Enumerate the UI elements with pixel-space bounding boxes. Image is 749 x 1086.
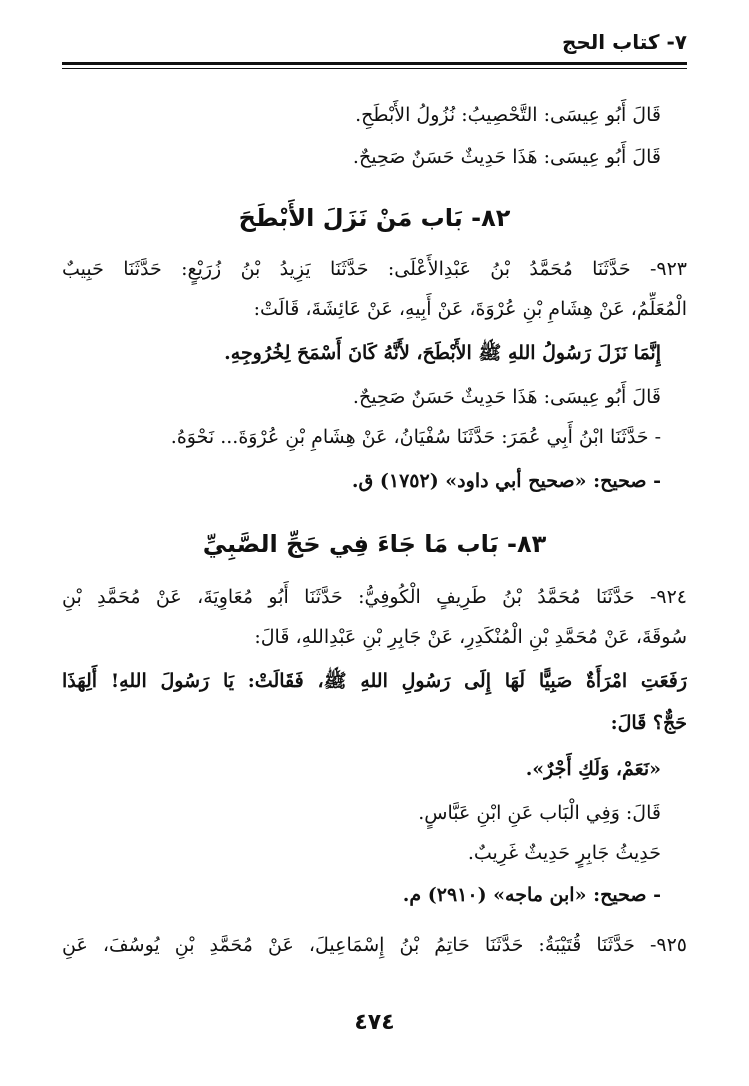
header-rule-thin <box>62 68 687 69</box>
hadith-924-grading: حَدِيثُ جَابِرٍ حَدِيثٌ غَرِيبٌ. <box>467 842 661 864</box>
hadith-923-grading: قَالَ أَبُو عِيسَى: هَذَا حَدِيثٌ حَسَنٌ صَحِيحٌ. <box>352 386 661 408</box>
running-header <box>62 22 687 64</box>
hadith-924-bab-note: قَالَ: وَفِي الْبَاب عَنِ ابْنِ عَبَّاسٍ. <box>418 802 661 824</box>
text-line-1: قَالَ أَبُو عِيسَى: التَّحْصِيبُ: نُزُولُ الأَبْطَحِ. <box>355 104 661 126</box>
hadith-924-takhrij: - صحيح: «ابن ماجه» (٢٩١٠) م. <box>402 884 661 906</box>
hadith-924-line-1: ٩٢٤- حَدَّثَنَا مُحَمَّدُ بْنُ طَرِيفٍ الْكُوفِيُّ: حَدَّثَنَا أَبُو مُعَاوِيَةَ، عَنْ مُحَمَّدِ بْنِ <box>62 586 687 608</box>
hadith-924-matn-line-2: حَجٌّ؟ قَالَ: <box>610 712 687 734</box>
header-rule-thick <box>62 62 687 65</box>
section-heading-83: ٨٣- بَاب مَا جَاءَ فِي حَجِّ الصَّبِيِّ <box>202 530 547 558</box>
hadith-923-line-1: ٩٢٣- حَدَّثَنَا مُحَمَّدُ بْنُ عَبْدِالأَعْلَى: حَدَّثَنَا يَزِيدُ بْنُ زُرَيْعٍ: حَدَّثَنَا حَبِيبٌ <box>62 258 687 280</box>
chapter-title: ٧- كتاب الحج <box>561 30 687 54</box>
hadith-923-matn: إِنَّمَا نَزَلَ رَسُولُ اللهِ ﷺ الأَبْطَحَ، لأَنَّهُ كَانَ أَسْمَحَ لِخُرُوجِهِ. <box>224 342 661 364</box>
hadith-924-answer: «نَعَمْ، وَلَكِ أَجْرٌ». <box>525 758 661 780</box>
hadith-924-matn-line-1: رَفَعَتِ امْرَأَةٌ صَبِيًّا لَهَا إِلَى رَسُولِ اللهِ ﷺ، فَقَالَتْ: يَا رَسُولَ اللهِ! أَلِهَذَا <box>62 670 687 692</box>
section-heading-82: ٨٢- بَاب مَنْ نَزَلَ الأَبْطَحَ <box>238 204 511 232</box>
hadith-923-chain-note: - حَدَّثَنَا ابْنُ أَبِي عُمَرَ: حَدَّثَنَا سُفْيَانُ، عَنْ هِشَامِ بْنِ عُرْوَةَ... نَحْوَهُ. <box>170 426 661 448</box>
hadith-925-line-1: ٩٢٥- حَدَّثَنَا قُتَيْبَةُ: حَدَّثَنَا حَاتِمُ بْنُ إِسْمَاعِيلَ، عَنْ مُحَمَّدِ بْنِ يُوسُفَ، عَنِ <box>62 934 687 956</box>
hadith-923-line-2: الْمُعَلِّمُ، عَنْ هِشَامِ بْنِ عُرْوَةَ، عَنْ أَبِيهِ، عَنْ عَائِشَةَ، قَالَتْ: <box>253 298 687 320</box>
hadith-924-line-2: سُوقَةَ، عَنْ مُحَمَّدِ بْنِ الْمُنْكَدِرِ، عَنْ جَابِرِ بْنِ عَبْدِاللهِ، قَالَ: <box>254 626 687 648</box>
hadith-923-takhrij: - صحيح: «صحيح أبي داود» (١٧٥٢) ق. <box>351 470 661 492</box>
text-line-2: قَالَ أَبُو عِيسَى: هَذَا حَدِيثٌ حَسَنٌ صَحِيحٌ. <box>352 146 661 168</box>
page-number: ٤٧٤ <box>354 1010 395 1035</box>
